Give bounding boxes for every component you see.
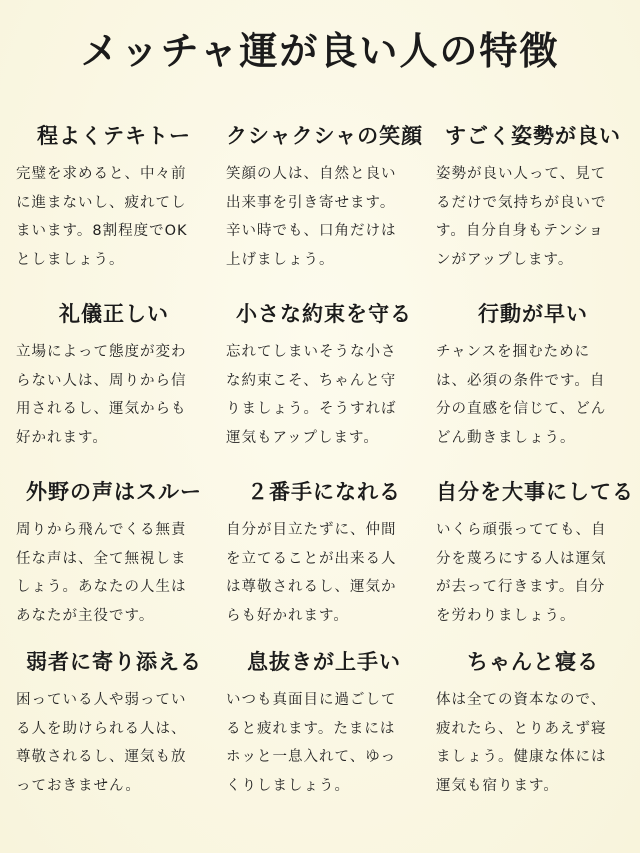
trait-heading: クシャクシャの笑顔 — [226, 123, 424, 148]
trait-card — [426, 476, 634, 646]
trait-description: 完璧を求めると、中々前 に進まないし、疲れてし まいます。8割程度でOK としましょう。 — [16, 166, 188, 268]
trait-card — [6, 298, 216, 476]
trait-card — [426, 646, 634, 824]
trait-description: 困っている人や弱ってい る人を助けられる人は、 尊敬されるし、運気も放 っておきません。 — [16, 692, 187, 794]
trait-description: 笑顔の人は、自然と良い 出来事を引き寄せます。 辛い時でも、口角だけは 上げましょう。 — [226, 166, 397, 268]
trait-heading: すごく姿勢が良い — [445, 123, 621, 148]
trait-description: 自分が目立たずに、仲間 を立てることが出来る人 は尊敬されるし、運気か らも好かれます。 — [226, 522, 397, 624]
trait-heading: 礼儀正しい — [59, 301, 169, 326]
trait-heading: 息抜きが上手い — [247, 649, 401, 674]
trait-heading: 外野の声はスルー — [26, 479, 202, 504]
page-title: メッチャ運が良い人の特徴 — [80, 28, 560, 73]
trait-description: 体は全ての資本なので、 疲れたら、とりあえず寝 ましょう。健康な体には 運気も宿ります。 — [436, 692, 607, 794]
trait-description: 立場によって態度が変わ らない人は、周りから信 用されるし、運気からも 好かれます。 — [16, 344, 187, 446]
trait-card — [426, 120, 634, 298]
traits-grid — [6, 120, 634, 824]
trait-heading: 行動が早い — [478, 301, 588, 326]
trait-description: 姿勢が良い人って、見て るだけで気持ちが良いで す。自分自身もテンショ ンがアップします。 — [436, 166, 607, 268]
trait-description: 周りから飛んでくる無責 任な声は、全て無視しま しょう。あなたの人生は あなたが主役です。 — [16, 522, 187, 624]
trait-description: いくら頑張ってても、自 分を蔑ろにする人は運気 が去って行きます。自分 を労わりましょう。 — [436, 522, 607, 624]
trait-heading: 弱者に寄り添える — [26, 649, 202, 674]
trait-card — [6, 120, 216, 298]
trait-card — [216, 476, 426, 646]
trait-description: いつも真面目に過ごして ると疲れます。たまには ホッと一息入れて、ゆっ くりしましょう。 — [226, 692, 397, 794]
trait-heading: ２番手になれる — [247, 479, 401, 504]
trait-card — [216, 646, 426, 824]
trait-card — [6, 476, 216, 646]
trait-description: 忘れてしまいそうな小さ な約束こそ、ちゃんと守 りましょう。そうすれば 運気もアップします。 — [226, 344, 397, 446]
trait-description: チャンスを掴むために は、必須の条件です。自 分の直感を信じて、どん どん動きましょう。 — [436, 344, 607, 446]
trait-heading: 小さな約束を守る — [236, 301, 412, 326]
trait-card — [426, 298, 634, 476]
trait-card — [6, 646, 216, 824]
trait-card — [216, 120, 426, 298]
trait-heading: 程よくテキトー — [37, 123, 191, 148]
trait-heading: 自分を大事にしてる — [436, 479, 634, 504]
trait-heading: ちゃんと寝る — [467, 649, 599, 674]
trait-card — [216, 298, 426, 476]
